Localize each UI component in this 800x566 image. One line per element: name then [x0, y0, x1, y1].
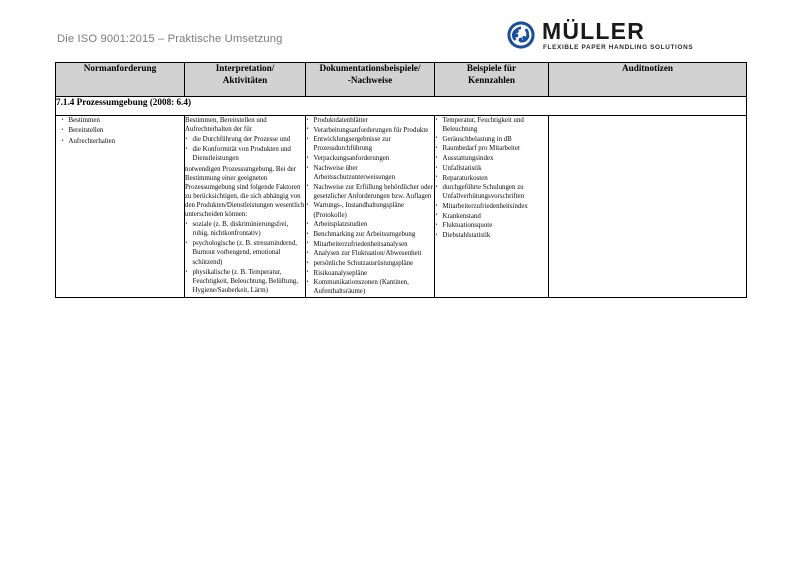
list-item: • Mitarbeiterzufriedenheitsindex: [435, 202, 548, 211]
column-header-kennzahlen: [435, 63, 549, 97]
list-item: • Kommunikationszonen (Kantinen, Aufenthaltsräume): [306, 278, 434, 296]
interpretation-factors-list: [185, 220, 305, 295]
dokumentation-list: [306, 116, 434, 297]
table-header-row: [56, 63, 747, 97]
logo-tagline: FLEXIBLE PAPER HANDLING SOLUTIONS: [543, 44, 694, 51]
list-item: • die Konformität von Produkten und Dienstleistungen: [185, 145, 305, 163]
table-row: [56, 116, 747, 298]
list-item: • Analysen zur Fluktuation/Abwesenheit: [306, 249, 434, 258]
list-item: • Entwicklungsergebnisse zur Prozessdurchführung: [306, 135, 434, 153]
section-title: 7.1.4 Prozessumgebung (2008: 6.4): [56, 97, 747, 116]
list-item: • Krankenstand: [435, 212, 548, 221]
list-item: • Produktdatenblätter: [306, 116, 434, 125]
column-header-line1: Normanforderung: [83, 63, 157, 73]
column-header-line1: Auditnotizen: [621, 63, 674, 73]
normanforderung-list: [61, 116, 184, 146]
column-header-line1: Beispiele für: [466, 63, 517, 73]
list-item: • soziale (z. B. diskriminierungsfrei, ruhig, nichtkonfrontativ): [185, 220, 305, 238]
list-item: • Nachweise über Arbeitsschutzunterweisungen: [306, 164, 434, 182]
requirements-table: [55, 62, 747, 298]
list-item: • Mitarbeiterzufriedenheitsanalysen: [306, 240, 434, 249]
cell-dokumentation: [306, 116, 435, 298]
list-item: • Diebstahlstatistik: [435, 231, 548, 240]
list-item: • physikalische (z. B. Temperatur, Feuchtigkeit, Beleuchtung, Belüftung, Hygiene/Sauberkeit, Lärm): [185, 268, 305, 295]
column-header-normanforderung: [56, 63, 185, 97]
cell-kennzahlen: [435, 116, 549, 298]
column-header-line2: Kennzahlen: [468, 74, 515, 85]
page-header: [0, 0, 800, 62]
swirl-logo-icon: [506, 20, 536, 50]
column-header-line2: Aktivitäten: [222, 74, 268, 85]
column-header-interpretation: [185, 63, 306, 97]
list-item: • durchgeführte Schulungen zu Unfallverhütungsvorschriften: [435, 183, 548, 201]
list-item: • Risikoanalysepläne: [306, 269, 434, 278]
interpretation-intro: Bestimmen, Bereitstellen und Aufrechterhalten der für: [185, 117, 267, 134]
list-item: • Raumbedarf pro Mitarbeiter: [435, 144, 548, 153]
list-item: • Geräuschbelastung in dB: [435, 135, 548, 144]
list-item: • Arbeitsplatzstudien: [306, 220, 434, 229]
interpretation-middle: notwendigen Prozessumgebung. Bei der Bestimmung einer geeigneten Prozessumgebung sind folgende Faktoren zu berücksichtigen, die sich abhängig von den Produkten/Dienstleistungen wesentlich unterscheiden können:: [185, 165, 305, 219]
list-item: • persönliche Schutzausrüstungspläne: [306, 259, 434, 268]
list-item: • Ausstattungsindex: [435, 154, 548, 163]
company-logo: [506, 19, 746, 55]
cell-interpretation: [185, 116, 306, 298]
list-item: • psychologische (z. B. stressmindernd, Burnout vorbeugend, emotional schützend): [185, 239, 305, 266]
interpretation-intro-list: [185, 135, 305, 163]
list-item: • Verarbeitungsanforderungen für Produkte: [306, 126, 434, 135]
section-title-row: [56, 97, 747, 116]
list-item: • Wartungs-, Instandhaltungspläne (Protokolle): [306, 201, 434, 219]
list-item: • Bestimmen: [61, 116, 184, 125]
list-item: • Bereitstellen: [61, 126, 184, 135]
requirements-table-wrapper: [55, 62, 746, 298]
column-header-line2: -Nachweise: [347, 74, 393, 85]
cell-normanforderung: [56, 116, 185, 298]
list-item: • Nachweise zur Erfüllung behördlicher oder gesetzlicher Anforderungen bzw. Auflagen: [306, 183, 434, 201]
kennzahlen-list: [435, 116, 548, 240]
list-item: • Fluktuationsquote: [435, 221, 548, 230]
list-item: • Unfallstatistik: [435, 164, 548, 173]
list-item: • Benchmarking zur Arbeitsumgebung: [306, 230, 434, 239]
column-header-line1: Interpretation/: [215, 63, 275, 73]
logo-wordmark: MÜLLER: [542, 18, 646, 44]
column-header-auditnotizen: [549, 63, 747, 97]
document-title: Die ISO 9001:2015 – Praktische Umsetzung: [57, 33, 283, 45]
column-header-line1: Dokumentationsbeispiele/: [319, 63, 421, 73]
list-item: • Temperatur, Feuchtigkeit und Beleuchtung: [435, 116, 548, 134]
list-item: • die Durchführung der Prozesse und: [185, 135, 305, 144]
list-item: • Reparaturkosten: [435, 174, 548, 183]
cell-auditnotizen[interactable]: [549, 116, 747, 298]
list-item: • Verpackungsanforderungen: [306, 154, 434, 163]
column-header-dokumentationsbeispiele: [306, 63, 435, 97]
list-item: • Aufrechterhalten: [61, 137, 184, 146]
